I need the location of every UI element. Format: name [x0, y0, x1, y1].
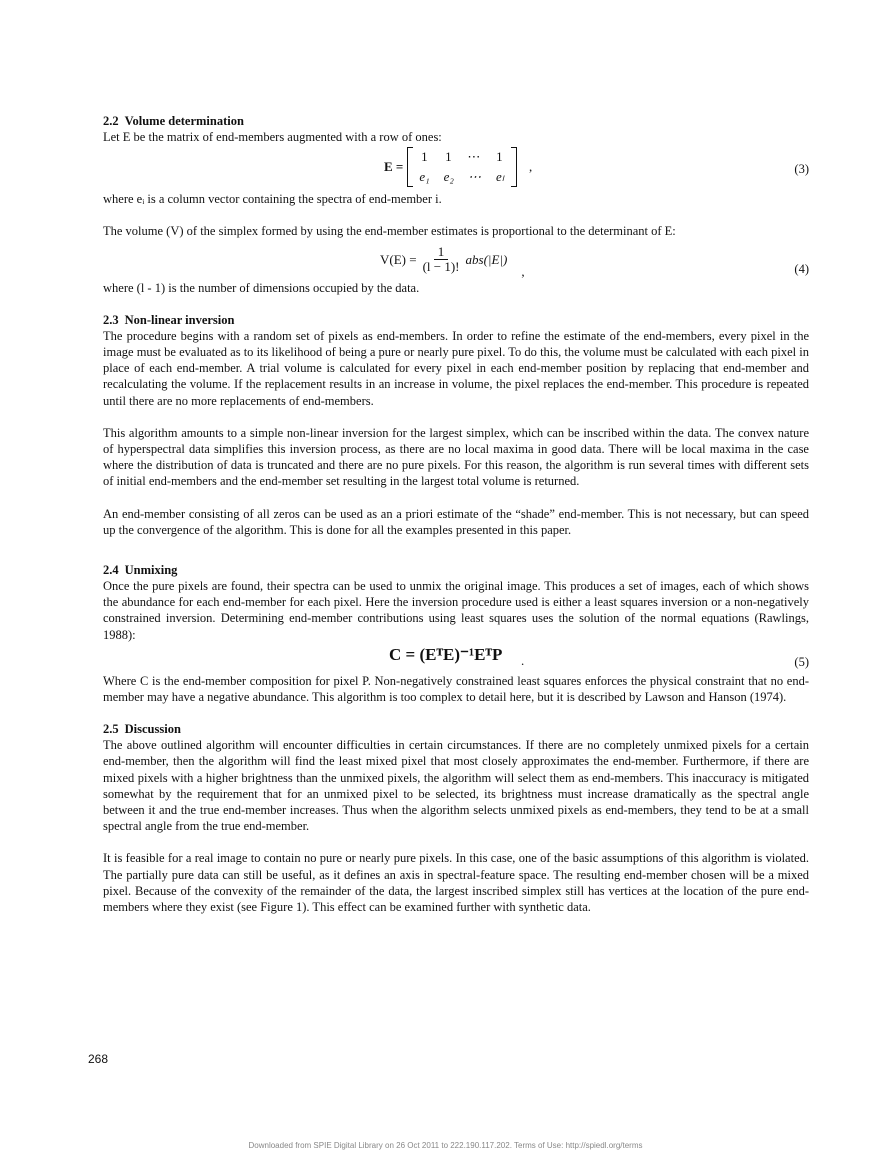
paragraph: where (l - 1) is the number of dimensions occupied by the data.	[103, 280, 420, 295]
equation-number: (3)	[794, 162, 809, 177]
fraction: $\frac{1}{(l - 1)!}$	[422, 244, 460, 275]
equation-expression: C = (EᵀE)⁻¹EᵀP	[389, 644, 503, 664]
equation-number: (5)	[794, 654, 809, 669]
paragraph: Where C is the end-member composition for pixel P. Non-negatively constrained least squares enforces the physical constraint that no end-member may have a negative abundance. This algorithm is too complex to detail here, but it is described by Lawson and Hanson (1974).	[103, 673, 809, 705]
paragraph: The volume (V) of the simplex formed by using the end-member estimates is proportional to the determinant of E:	[103, 224, 676, 239]
paragraph: This algorithm amounts to a simple non-linear inversion for the largest simplex, which can be inscribed within the data. The convex nature of hyperspectral data simplifies this inversion process, as there are no local maxima in good data. There will be local maxima in the case where the distribution of data is truncated and there are no pure pixels. For this reason, the algorithm is run several times with different sets of initial end-members and the end-member set resulting in the largest total volume is returned.	[103, 425, 809, 489]
page-number: 268	[88, 1052, 109, 1066]
equation-lhs: V(E) =	[380, 251, 417, 267]
page-body	[103, 113, 809, 915]
paragraph: An end-member consisting of all zeros can be used as an a priori estimate of the “shade” end-member. This is not necessary, but can speed up the convergence of the algorithm. This is done for all the examples presented in this paper.	[103, 506, 809, 537]
download-notice: Downloaded from SPIE Digital Library on 26 Oct 2011 to 222.190.117.202. Terms of Use: http://spiedl.org/terms	[248, 1141, 643, 1150]
paragraph: Let E be the matrix of end-members augmented with a row of ones:	[103, 130, 442, 144]
paragraph: Once the pure pixels are found, their spectra can be used to unmix the original image. This produces a set of images, each of which shows the abundance for each end-member for each pixel. Here the inversion procedure used is either a least squares inversion or a non-negatively constrained inversion. Determining end-member contributions using least squares uses the solution of the normal equations (Rawlings, 1988):	[103, 579, 809, 642]
equation-4: V(E) = $\frac{1}{(l - 1)!}$ abs(|E|) , (4)	[380, 244, 809, 279]
equation-number: (4)	[794, 261, 809, 276]
paragraph: The procedure begins with a random set of pixels as end-members. In order to refine the estimate of the end-members, every pixel in the image must be evaluated as to its likelihood of being a pure or nearly pure pixel. To do this, the volume must be calculated with each pixel in place of each end-member. A trial volume is calculated for every pixel in each end-member position by replacing that end-member and recalculating the volume. If the replacement results in an increase in volume, the pixel replaces the end-member. This procedure is repeated until there are no more replacements of end-members.	[103, 328, 809, 408]
matrix: 1 1 ⋯ 1 e₁ e₂ ⋯ eₗ	[407, 147, 517, 187]
section-heading-2-3: 2.3 Non-linear inversion	[103, 312, 235, 327]
equation-lhs: E =	[384, 159, 404, 175]
section-heading-2-5: 2.5 Discussion	[103, 722, 181, 737]
paragraph: It is feasible for a real image to contain no pure or nearly pure pixels. In this case, one of the basic assumptions of this algorithm is violated. The partially pure data can still be useful, as it defines an axis in spectral-feature space. The resulting end-member chosen will be a mixed pixel. Because of the convexity of the remainder of the data, the largest inscribed simplex still has vertices at the location of the pure end-members where they exist (see Figure 1). This effect can be examined further with synthetic data.	[103, 851, 809, 915]
equation-5: C = (EᵀE)⁻¹EᵀP . (5)	[389, 644, 809, 669]
paragraph: The above outlined algorithm will encounter difficulties in certain circumstances. If there are no completely unmixed pixels for a certain end-member, then the algorithm will find the least mixed pixel that most closely approximates the end-member. Furthermore, if there are mixed pixels with a higher brightness than the unmixed pixels, the algorithm will select them as end-members. This inaccuracy is mitigated somewhat by the requirement that for an unmixed pixel to be selected, its brightness must increase dramatically as the spectral angle between it and the true end-member increases. Thus when the algorithm selects unmixed pixels as end-members, they tend to be at a small spectral angle from the true end-member.	[103, 738, 809, 834]
section-heading-2-4: 2.4 Unmixing	[103, 563, 178, 578]
paragraph: where eᵢ is a column vector containing the spectra of end-member i.	[103, 192, 442, 207]
section-heading-2-2: 2.2 Volume determination	[103, 114, 244, 128]
equation-3: E = 1 1 ⋯ 1 e₁ e₂ ⋯ eₗ , (3)	[103, 145, 809, 191]
